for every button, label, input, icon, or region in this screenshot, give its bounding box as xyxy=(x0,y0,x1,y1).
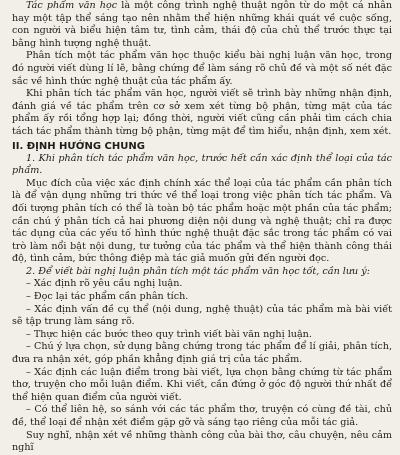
list-item: – Có thể liên hệ, so sánh với các tác phẩm thơ, truyện có cùng đề tài, chủ đề, thể loại để nhận xét điểm gặp gỡ và sáng tạo riêng của mỗi tác giả. xyxy=(12,404,392,428)
definition-paragraph: Phân tích một tác phẩm văn học thuộc kiểu bài nghị luận văn học, trong đó người viết dùng lí lẽ, bằng chứng để làm sáng rõ chủ đề và một số nét đặc sắc về hình thức nghệ thuật của tác phẩm ấy. xyxy=(12,50,392,87)
term-lead: Tác phẩm văn học xyxy=(26,0,118,11)
intro-paragraph-rest: là một công trình nghệ thuật ngôn từ do một cá nhân hay một tập thể sáng tạo nên nhằm thể hiện những khái quát về cuộc sống, con người và biểu hiện tâm tư, tình cảm, thái độ của chủ thể trước thực tại bằng hình tượng nghệ thuật. xyxy=(12,0,393,49)
subheading-genre: 1. Khi phân tích tác phẩm văn học, trước hết cần xác định thể loại của tác phẩm. xyxy=(12,152,392,177)
purpose-paragraph: Mục đích của việc xác định chính xác thể loại của tác phẩm cần phân tích là để vận dụng những tri thức về thể loại trong việc phân tích tác phẩm. Và đối tượng phân tích có thể là toàn bộ tác phẩm hoặc một phần của tác phẩm; cần chú ý phân tích cả hai phương diện nội dung và nghệ thuật; chỉ ra được tác dụng của các yếu tố hình thức nghệ thuật đặc sắc trong tác phẩm có vai trò làm nổi bật nội dung, tư tưởng của tác phẩm và thể hiện thành công thái độ, tình cảm, bức thông điệp mà tác giả muốn gửi đến người đọc. xyxy=(12,177,392,265)
list-item: – Chú ý lựa chọn, sử dụng bằng chứng trong tác phẩm để lí giải, phân tích, đưa ra nhận xét, góp phần khẳng định giá trị của tác phẩm. xyxy=(12,341,392,366)
list-item: – Đọc lại tác phẩm cần phân tích. xyxy=(26,291,189,303)
list-item: – Thực hiện các bước theo quy trình viết bài văn nghị luận. xyxy=(26,328,312,340)
method-paragraph: Khi phân tích tác phẩm văn học, người viết sẽ trình bày những nhận định, đánh giá về tác phẩm trên cơ sở xem xét từng bộ phận, từng mặt của tác phẩm ấy rồi tổng hợp lại; đồng thời, người viết cũng cần phải tìm cách chia tách tác phẩm thành từng bộ phận, từng mặt để tìm hiểu, nhận định, xem xét. xyxy=(12,88,392,137)
subheading-notes: 2. Để viết bài nghị luận phân tích một tác phẩm văn học tốt, cần lưu ý: xyxy=(26,265,370,277)
list-item: Suy nghĩ, nhận xét về những thành công của bài thơ, câu chuyện, nêu cảm nghĩ xyxy=(12,429,392,454)
list-item: – Xác định các luận điểm trong bài viết, lựa chọn bằng chứng từ tác phẩm thơ, truyện cho mỗi luận điểm. Khi viết, cần đứng ở góc độ người thứ nhất để thể hiện quan điểm của người viết. xyxy=(12,366,392,403)
list-item: – Xác định rõ yêu cầu nghị luận. xyxy=(26,278,183,290)
intro-paragraph xyxy=(12,0,392,50)
list-item: – Xác định vấn đề cụ thể (nội dung, nghệ thuật) của tác phẩm mà bài viết sẽ tập trung làm sáng rõ. xyxy=(12,303,392,328)
section-heading: II. ĐỊNH HƯỚNG CHUNG xyxy=(12,140,145,152)
